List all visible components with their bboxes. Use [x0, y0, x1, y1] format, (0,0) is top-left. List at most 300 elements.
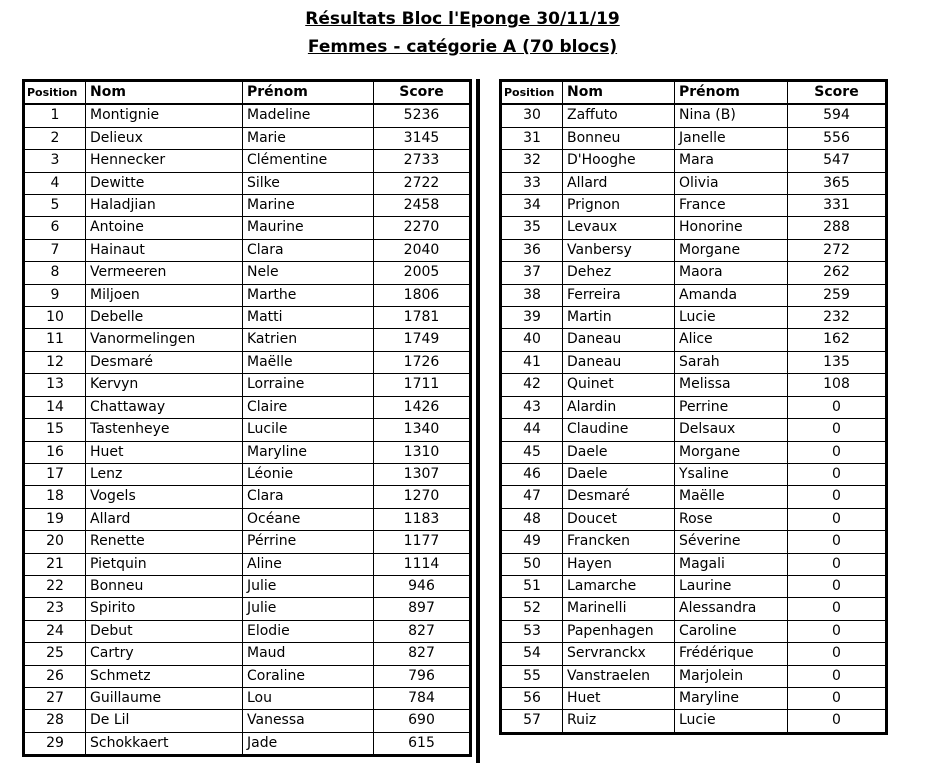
position-cell: 22: [24, 575, 86, 597]
position-cell: 47: [501, 486, 563, 508]
table-row: [24, 396, 471, 418]
nom-cell: Huet: [86, 441, 243, 463]
score-cell: 1340: [374, 419, 471, 441]
prenom-cell: Caroline: [675, 620, 788, 642]
table-row: [501, 687, 887, 709]
table-row: [501, 239, 887, 261]
table-header-row: [24, 81, 471, 105]
score-header: Score: [374, 81, 471, 105]
position-cell: 34: [501, 195, 563, 217]
prenom-cell: Olivia: [675, 172, 788, 194]
prenom-cell: Morgane: [675, 441, 788, 463]
position-cell: 54: [501, 643, 563, 665]
table-row: [501, 486, 887, 508]
position-cell: 27: [24, 687, 86, 709]
prenom-cell: Maora: [675, 262, 788, 284]
score-cell: 0: [788, 643, 887, 665]
nom-cell: Hayen: [563, 553, 675, 575]
table-row: [24, 575, 471, 597]
position-cell: 43: [501, 396, 563, 418]
prenom-cell: Alessandra: [675, 598, 788, 620]
table-row: [24, 620, 471, 642]
prenom-cell: Marthe: [243, 284, 374, 306]
nom-cell: Bonneu: [86, 575, 243, 597]
score-cell: 0: [788, 396, 887, 418]
prenom-cell: Elodie: [243, 620, 374, 642]
score-cell: 272: [788, 239, 887, 261]
prenom-cell: Clara: [243, 486, 374, 508]
score-cell: 0: [788, 687, 887, 709]
position-header: Position: [24, 81, 86, 105]
score-cell: 0: [788, 598, 887, 620]
prenom-cell: Lucile: [243, 419, 374, 441]
prenom-cell: Lorraine: [243, 374, 374, 396]
table-row: [501, 643, 887, 665]
nom-cell: D'Hooghe: [563, 150, 675, 172]
table-row: [24, 127, 471, 149]
score-cell: 0: [788, 463, 887, 485]
position-cell: 35: [501, 217, 563, 239]
score-cell: 2040: [374, 239, 471, 261]
position-cell: 2: [24, 127, 86, 149]
score-cell: 365: [788, 172, 887, 194]
score-cell: 2005: [374, 262, 471, 284]
prenom-cell: Silke: [243, 172, 374, 194]
table-row: [24, 441, 471, 463]
score-cell: 547: [788, 150, 887, 172]
prenom-cell: Lucie: [675, 710, 788, 733]
prenom-cell: Alice: [675, 329, 788, 351]
score-cell: 0: [788, 486, 887, 508]
score-cell: 2458: [374, 195, 471, 217]
nom-cell: Papenhagen: [563, 620, 675, 642]
score-cell: 796: [374, 665, 471, 687]
prenom-cell: Maëlle: [243, 351, 374, 373]
score-cell: 1114: [374, 553, 471, 575]
nom-cell: Renette: [86, 531, 243, 553]
position-cell: 38: [501, 284, 563, 306]
position-cell: 18: [24, 486, 86, 508]
nom-cell: Schokkaert: [86, 732, 243, 755]
score-cell: 0: [788, 620, 887, 642]
position-cell: 39: [501, 307, 563, 329]
results-table-right: [499, 79, 888, 735]
table-row: [501, 307, 887, 329]
score-cell: 1310: [374, 441, 471, 463]
nom-cell: Montignie: [86, 104, 243, 127]
nom-cell: Vermeeren: [86, 262, 243, 284]
table-row: [24, 553, 471, 575]
nom-cell: Levaux: [563, 217, 675, 239]
position-cell: 46: [501, 463, 563, 485]
position-header: Position: [501, 81, 563, 105]
score-cell: 5236: [374, 104, 471, 127]
prenom-cell: Clémentine: [243, 150, 374, 172]
position-cell: 29: [24, 732, 86, 755]
table-row: [501, 150, 887, 172]
score-cell: 784: [374, 687, 471, 709]
prenom-cell: Katrien: [243, 329, 374, 351]
prenom-cell: Lucie: [675, 307, 788, 329]
table-row: [24, 307, 471, 329]
nom-cell: Tastenheye: [86, 419, 243, 441]
nom-cell: De Lil: [86, 710, 243, 732]
score-cell: 0: [788, 419, 887, 441]
table-row: [501, 710, 887, 733]
table-row: [24, 665, 471, 687]
results-table-left: [22, 79, 472, 757]
position-cell: 40: [501, 329, 563, 351]
table-row: [24, 732, 471, 755]
score-cell: 1183: [374, 508, 471, 530]
table-row: [24, 329, 471, 351]
position-cell: 31: [501, 127, 563, 149]
nom-cell: Allard: [86, 508, 243, 530]
nom-cell: Kervyn: [86, 374, 243, 396]
nom-cell: Cartry: [86, 643, 243, 665]
score-cell: 827: [374, 643, 471, 665]
nom-cell: Marinelli: [563, 598, 675, 620]
score-cell: 259: [788, 284, 887, 306]
table-row: [24, 374, 471, 396]
nom-cell: Daneau: [563, 329, 675, 351]
nom-cell: Alardin: [563, 396, 675, 418]
table-row: [501, 127, 887, 149]
position-cell: 21: [24, 553, 86, 575]
score-cell: 288: [788, 217, 887, 239]
nom-cell: Spirito: [86, 598, 243, 620]
position-cell: 10: [24, 307, 86, 329]
score-cell: 1270: [374, 486, 471, 508]
prenom-cell: Séverine: [675, 531, 788, 553]
table-row: [501, 463, 887, 485]
nom-cell: Vanbersy: [563, 239, 675, 261]
table-row: [24, 262, 471, 284]
position-cell: 13: [24, 374, 86, 396]
table-row: [24, 508, 471, 530]
position-cell: 28: [24, 710, 86, 732]
nom-cell: Claudine: [563, 419, 675, 441]
prenom-cell: Marjolein: [675, 665, 788, 687]
nom-cell: Ferreira: [563, 284, 675, 306]
nom-cell: Vanormelingen: [86, 329, 243, 351]
nom-cell: Desmaré: [563, 486, 675, 508]
prenom-cell: Ysaline: [675, 463, 788, 485]
position-cell: 4: [24, 172, 86, 194]
prenom-cell: Honorine: [675, 217, 788, 239]
position-cell: 8: [24, 262, 86, 284]
table-row: [501, 598, 887, 620]
table-row: [24, 172, 471, 194]
score-cell: 556: [788, 127, 887, 149]
prenom-cell: Aline: [243, 553, 374, 575]
prenom-cell: Claire: [243, 396, 374, 418]
score-cell: 690: [374, 710, 471, 732]
score-cell: 1726: [374, 351, 471, 373]
table-row: [24, 710, 471, 732]
position-cell: 24: [24, 620, 86, 642]
nom-cell: Martin: [563, 307, 675, 329]
score-cell: 1307: [374, 463, 471, 485]
prenom-cell: Delsaux: [675, 419, 788, 441]
table-header-row: [501, 81, 887, 105]
nom-cell: Guillaume: [86, 687, 243, 709]
score-cell: 827: [374, 620, 471, 642]
table-row: [501, 217, 887, 239]
table-row: [501, 419, 887, 441]
position-cell: 30: [501, 104, 563, 127]
prenom-cell: Nina (B): [675, 104, 788, 127]
prenom-cell: Léonie: [243, 463, 374, 485]
prenom-cell: Maryline: [675, 687, 788, 709]
score-cell: 0: [788, 441, 887, 463]
table-row: [501, 553, 887, 575]
nom-header: Nom: [86, 81, 243, 105]
score-cell: 0: [788, 553, 887, 575]
nom-cell: Vogels: [86, 486, 243, 508]
table-row: [501, 104, 887, 127]
position-cell: 1: [24, 104, 86, 127]
table-row: [501, 284, 887, 306]
table-row: [501, 351, 887, 373]
position-cell: 52: [501, 598, 563, 620]
table-row: [24, 486, 471, 508]
score-cell: 0: [788, 508, 887, 530]
position-cell: 3: [24, 150, 86, 172]
score-cell: 0: [788, 531, 887, 553]
position-cell: 36: [501, 239, 563, 261]
prenom-cell: Clara: [243, 239, 374, 261]
column-separator: [476, 79, 480, 763]
score-cell: 2733: [374, 150, 471, 172]
position-cell: 17: [24, 463, 86, 485]
position-cell: 57: [501, 710, 563, 733]
nom-cell: Lenz: [86, 463, 243, 485]
nom-cell: Pietquin: [86, 553, 243, 575]
nom-cell: Daneau: [563, 351, 675, 373]
nom-cell: Daele: [563, 441, 675, 463]
score-cell: 135: [788, 351, 887, 373]
position-cell: 44: [501, 419, 563, 441]
prenom-cell: Matti: [243, 307, 374, 329]
position-cell: 26: [24, 665, 86, 687]
score-cell: 232: [788, 307, 887, 329]
score-cell: 2270: [374, 217, 471, 239]
table-row: [24, 239, 471, 261]
prenom-cell: Pérrine: [243, 531, 374, 553]
position-cell: 25: [24, 643, 86, 665]
table-row: [501, 620, 887, 642]
score-cell: 1426: [374, 396, 471, 418]
nom-header: Nom: [563, 81, 675, 105]
score-cell: 108: [788, 374, 887, 396]
table-row: [501, 396, 887, 418]
nom-cell: Delieux: [86, 127, 243, 149]
nom-cell: Schmetz: [86, 665, 243, 687]
nom-cell: Hennecker: [86, 150, 243, 172]
prenom-cell: Morgane: [675, 239, 788, 261]
prenom-cell: Lou: [243, 687, 374, 709]
score-cell: 1781: [374, 307, 471, 329]
nom-cell: Lamarche: [563, 575, 675, 597]
position-cell: 15: [24, 419, 86, 441]
prenom-cell: Marine: [243, 195, 374, 217]
position-cell: 6: [24, 217, 86, 239]
position-cell: 37: [501, 262, 563, 284]
score-cell: 1806: [374, 284, 471, 306]
table-row: [24, 598, 471, 620]
nom-cell: Daele: [563, 463, 675, 485]
nom-cell: Zaffuto: [563, 104, 675, 127]
prenom-cell: Julie: [243, 575, 374, 597]
score-cell: 0: [788, 575, 887, 597]
prenom-cell: Magali: [675, 553, 788, 575]
score-cell: 594: [788, 104, 887, 127]
table-row: [24, 150, 471, 172]
position-cell: 19: [24, 508, 86, 530]
table-row: [24, 643, 471, 665]
score-cell: 946: [374, 575, 471, 597]
score-header: Score: [788, 81, 887, 105]
table-row: [24, 531, 471, 553]
position-cell: 55: [501, 665, 563, 687]
table-row: [24, 419, 471, 441]
prenom-cell: Océane: [243, 508, 374, 530]
nom-cell: Servranckx: [563, 643, 675, 665]
table-row: [501, 441, 887, 463]
nom-cell: Allard: [563, 172, 675, 194]
prenom-cell: Vanessa: [243, 710, 374, 732]
position-cell: 11: [24, 329, 86, 351]
prenom-cell: France: [675, 195, 788, 217]
table-row: [501, 374, 887, 396]
nom-cell: Dehez: [563, 262, 675, 284]
page-subtitle: Femmes - catégorie A (70 blocs): [307, 37, 618, 57]
nom-cell: Quinet: [563, 374, 675, 396]
nom-cell: Miljoen: [86, 284, 243, 306]
nom-cell: Vanstraelen: [563, 665, 675, 687]
prenom-cell: Maud: [243, 643, 374, 665]
prenom-header: Prénom: [675, 81, 788, 105]
position-cell: 48: [501, 508, 563, 530]
prenom-cell: Maëlle: [675, 486, 788, 508]
table-row: [24, 463, 471, 485]
nom-cell: Chattaway: [86, 396, 243, 418]
prenom-cell: Sarah: [675, 351, 788, 373]
position-cell: 20: [24, 531, 86, 553]
table-row: [501, 575, 887, 597]
nom-cell: Debelle: [86, 307, 243, 329]
position-cell: 7: [24, 239, 86, 261]
prenom-cell: Marie: [243, 127, 374, 149]
position-cell: 16: [24, 441, 86, 463]
prenom-cell: Madeline: [243, 104, 374, 127]
position-cell: 12: [24, 351, 86, 373]
table-row: [501, 172, 887, 194]
nom-cell: Doucet: [563, 508, 675, 530]
table-row: [501, 262, 887, 284]
prenom-cell: Maurine: [243, 217, 374, 239]
table-row: [501, 665, 887, 687]
score-cell: 2722: [374, 172, 471, 194]
prenom-cell: Maryline: [243, 441, 374, 463]
nom-cell: Debut: [86, 620, 243, 642]
nom-cell: Antoine: [86, 217, 243, 239]
prenom-cell: Melissa: [675, 374, 788, 396]
position-cell: 51: [501, 575, 563, 597]
position-cell: 14: [24, 396, 86, 418]
position-cell: 56: [501, 687, 563, 709]
prenom-cell: Amanda: [675, 284, 788, 306]
prenom-cell: Laurine: [675, 575, 788, 597]
prenom-cell: Jade: [243, 732, 374, 755]
table-row: [501, 531, 887, 553]
nom-cell: Prignon: [563, 195, 675, 217]
table-row: [24, 104, 471, 127]
table-row: [24, 351, 471, 373]
prenom-cell: Mara: [675, 150, 788, 172]
prenom-cell: Julie: [243, 598, 374, 620]
position-cell: 49: [501, 531, 563, 553]
nom-cell: Hainaut: [86, 239, 243, 261]
position-cell: 45: [501, 441, 563, 463]
position-cell: 42: [501, 374, 563, 396]
table-row: [501, 195, 887, 217]
prenom-cell: Nele: [243, 262, 374, 284]
score-cell: 1177: [374, 531, 471, 553]
score-cell: 0: [788, 710, 887, 733]
page-title: Résultats Bloc l'Eponge 30/11/19: [305, 9, 620, 29]
prenom-cell: Perrine: [675, 396, 788, 418]
nom-cell: Huet: [563, 687, 675, 709]
position-cell: 32: [501, 150, 563, 172]
prenom-cell: Janelle: [675, 127, 788, 149]
score-cell: 262: [788, 262, 887, 284]
position-cell: 9: [24, 284, 86, 306]
position-cell: 53: [501, 620, 563, 642]
position-cell: 41: [501, 351, 563, 373]
position-cell: 23: [24, 598, 86, 620]
nom-cell: Ruiz: [563, 710, 675, 733]
score-cell: 897: [374, 598, 471, 620]
nom-cell: Bonneu: [563, 127, 675, 149]
score-cell: 1749: [374, 329, 471, 351]
nom-cell: Francken: [563, 531, 675, 553]
prenom-cell: Frédérique: [675, 643, 788, 665]
table-row: [24, 217, 471, 239]
table-row: [501, 508, 887, 530]
position-cell: 33: [501, 172, 563, 194]
table-row: [24, 195, 471, 217]
position-cell: 50: [501, 553, 563, 575]
score-cell: 3145: [374, 127, 471, 149]
position-cell: 5: [24, 195, 86, 217]
prenom-cell: Rose: [675, 508, 788, 530]
score-cell: 331: [788, 195, 887, 217]
nom-cell: Haladjian: [86, 195, 243, 217]
score-cell: 1711: [374, 374, 471, 396]
score-cell: 615: [374, 732, 471, 755]
nom-cell: Desmaré: [86, 351, 243, 373]
table-row: [501, 329, 887, 351]
nom-cell: Dewitte: [86, 172, 243, 194]
table-row: [24, 284, 471, 306]
prenom-header: Prénom: [243, 81, 374, 105]
score-cell: 0: [788, 665, 887, 687]
score-cell: 162: [788, 329, 887, 351]
prenom-cell: Coraline: [243, 665, 374, 687]
table-row: [24, 687, 471, 709]
